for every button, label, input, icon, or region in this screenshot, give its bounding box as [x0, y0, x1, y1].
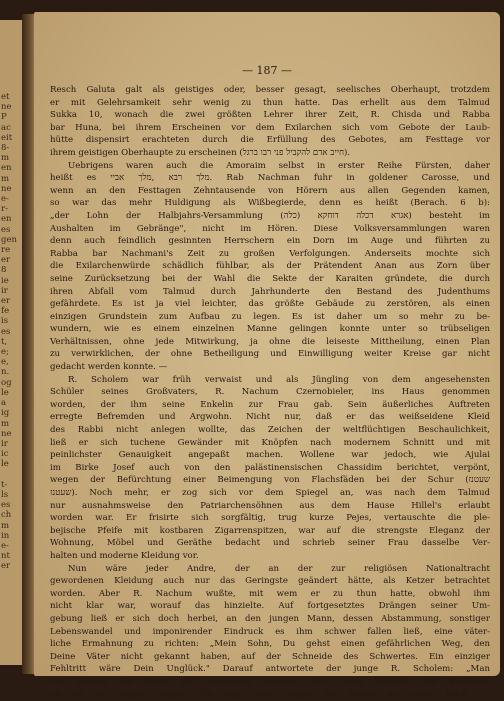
text-line: die Exilarchenwürde schädlich fühlbar, als der Prätendent Anan aus Zorn über — [50, 260, 490, 273]
text-line: wenn an den Festtagen Zehntausende von Hörern aus allen Gegenden kamen, — [50, 185, 490, 198]
left-page-fragment: 8 — [1, 265, 22, 275]
text-line: gebung ließ er sich doch herbei, an den jungen Mann, dessen Abstammung, sonstiger — [50, 613, 490, 626]
text-line: Wohnung, Möbel und Geräthe bedacht und schrieb seiner Frau dasselbe Ver- — [50, 537, 490, 550]
left-page-fragment: fe — [1, 306, 22, 316]
text-line: peinlichster Genauigkeit angepaßt machen. Wollene war jedoch, wie Ajulai — [50, 449, 490, 462]
left-page-fragment: in — [1, 531, 22, 541]
left-page-fragment: ch — [1, 510, 22, 520]
left-page-fragment: ic — [1, 449, 22, 459]
page-number: — 187 — — [34, 64, 500, 77]
left-page-fragment: n. — [1, 367, 22, 377]
left-page-fragment: 8- — [1, 143, 22, 153]
left-page-fragment: en — [1, 163, 22, 173]
left-page-fragment: e- — [1, 541, 22, 551]
left-page-fragment: ne — [1, 184, 22, 194]
left-page-fragment: ir — [1, 286, 22, 296]
left-page-fragment: en — [1, 214, 22, 224]
page-body-text — [50, 84, 490, 701]
text-line: nicht klar war, worauf das hinzielte. Auf fortgesetztes Drängen seiner Um- — [50, 600, 490, 613]
left-page-fragment: es — [1, 225, 22, 235]
left-page-fragment: e- — [1, 194, 22, 204]
left-page-fragment: m — [1, 419, 22, 429]
left-page-fragment: m — [1, 174, 22, 184]
left-page-fragment: a — [1, 398, 22, 408]
left-page-fragment: ne — [1, 429, 22, 439]
text-line: halten und moderne Kleidung vor. — [50, 550, 490, 563]
left-page-fragment: ne — [1, 102, 22, 112]
left-page-fragment: ie — [1, 276, 22, 286]
left-page-fragment: er — [1, 296, 22, 306]
text-line: worden war. Er frisirte sich sorgfältig, trug kurze Pejes, vertauschte die ple- — [50, 512, 490, 525]
text-line: Nun wäre jeder Andre, der an der zur religiösen Nationaltracht — [50, 563, 490, 576]
left-page-fragment: er — [1, 561, 22, 571]
left-page-fragment: e, — [1, 357, 22, 367]
left-page-fragment: og — [1, 378, 22, 388]
text-line: gedacht werden konnte. — — [50, 361, 490, 374]
text-line: hat einmal ein Huhn auf Enteneier gesetzt. Die Enten folgten den Küchlein, — [50, 676, 490, 689]
left-page-fragment: t, — [1, 337, 22, 347]
text-line: Fehltritt wäre Dein Unglück." Darauf antwortete der junge R. Scholem: „Man — [50, 663, 490, 676]
text-line: wegen der Befürchtung einer Beimengung von Flachsfäden bei der Schur (שעטנז — [50, 474, 490, 487]
text-line: bejische Pfeife mit kostbaren Zigarrenspitzen, war auf die strengste Eleganz der — [50, 525, 490, 538]
left-page-fragment: is — [1, 316, 22, 326]
text-line: des Rabbi nicht anlegen wollte, das Zeichen der weltflüchtigen Beschaulichkeit, — [50, 424, 490, 437]
text-line: bar Huna, bei ihrem Erscheinen vor dem Exilarchen sich vom Gebote der Laub- — [50, 122, 490, 135]
text-line: Lebenswandel und imponirender Eindruck es ihm schwer fallen ließ, eine väter- — [50, 626, 490, 639]
text-line: ihren Abfall vom Talmud durch Jahrhunderte den Bestand des Judenthums — [50, 286, 490, 299]
text-line: im Birke Josef auch von den palästinensischen Chassidim berichtet, verpönt, — [50, 462, 490, 475]
left-page-fragment: le — [1, 388, 22, 398]
left-page-fragment: eit — [1, 133, 22, 143]
left-page-fragment: et — [1, 92, 22, 102]
text-line: worden, der ihm seine Enkelin zur Frau gab. Sein äußerliches Auftreten — [50, 399, 490, 412]
text-line: Rabba bar Nachmani's Zeit zu großen Verfolgungen. Anderseits mochte sich — [50, 248, 490, 261]
text-line: so war das mehr Huldigung als Wißbegierde, denn es heißt (Berach. 6 b): — [50, 197, 490, 210]
left-page-fragment: er — [1, 255, 22, 265]
text-line: seine Zurücksetzung bei der Wahl die Sekte der Karaiten gründete, die durch — [50, 273, 490, 286]
left-page-fragment: nt — [1, 551, 22, 561]
text-line: Resch Galuta galt als geistiges oder, besser gesagt, seelisches Oberhaupt, trotzdem — [50, 84, 490, 97]
text-line: R. Scholem war früh verwaist und als Jüngling von dem angesehensten — [50, 374, 490, 387]
left-page-fragment: ls — [1, 490, 22, 500]
text-line: „der Lohn der Halbjahrs-Versammlung (כלה) אגרא דכלה דוחקא) besteht im — [50, 210, 490, 223]
text-line: als ob es Hühner wären. Da kam eines Tages die Henne an einen Teich, in — [50, 689, 490, 701]
text-line: erregte Befremden und Argwohn. Nicht nur, daß er das weißseidene Kleid — [50, 411, 490, 424]
text-line: ihrem geistigen Oberhaupte zu erscheinen (חייב אדם להקביל פני רבו ברגל). — [50, 147, 490, 160]
text-line: worden. Aber R. Nachum wußte, mit wem er zu thun hatte, obwohl ihm — [50, 588, 490, 601]
text-line: שעטנז). Noch mehr, er zog sich vor dem Spiegel an, was nach dem Talmud — [50, 487, 490, 500]
text-line: er mit Gelehrsamkeit sehr wenig zu thun hatte. Das erhellt aus dem Talmud — [50, 97, 490, 110]
text-line: denn auch feindlich gesinnten Herrschern ein Dorn im Auge und führten zu — [50, 235, 490, 248]
text-line: hütte dispensirt erachteten durch die Erfüllung des Gebotes, am Festtage vor — [50, 134, 490, 147]
left-page-fragment — [1, 470, 22, 480]
left-page-fragment: P — [1, 112, 22, 122]
left-page-fragment: ig — [1, 408, 22, 418]
left-page-fragment: e; — [1, 347, 22, 357]
text-line: ließ er sich tuchene Gewänder mit Knöpfen nach modernem Schnitt und mit — [50, 437, 490, 450]
text-line: Sukka 10, wonach die zwei größten Lehrer ihrer Zeit, R. Chisda und Rabba — [50, 109, 490, 122]
left-page-fragment: ir — [1, 439, 22, 449]
text-line: Verhältnissen, ohne jede Mitwirkung, ja ohne die leiseste Mittheilung, einen Plan — [50, 336, 490, 349]
text-line: Uebrigens waren auch die Amoraim selbst in erster Reihe Fürsten, daher — [50, 160, 490, 173]
text-line: einzigen Grundstein zum Aufbau zu legen. Es ist daher um so mehr zu be- — [50, 311, 490, 324]
left-page-fragment: re — [1, 245, 22, 255]
text-line: gewordenen Kleidung auch nur das Geringste geändert hätte, als Ketzer betrachtet — [50, 575, 490, 588]
text-line: nur ausnahmsweise den Patriarchensöhnen aus dem Hause Hillel's erlaubt — [50, 500, 490, 513]
book-page — [34, 12, 500, 676]
text-line: gefährdete. Es ist ja viel leichter, das größte Gebäude zu zerstören, als einen — [50, 298, 490, 311]
text-line: liche Ermahnung zu richten: „Mein Sohn, Du gehst einen gefährlichen Weg, den — [50, 638, 490, 651]
left-page-fragment: m — [1, 153, 22, 163]
left-page-fragments — [0, 20, 22, 572]
text-line: wundern, wie es einem einzelnen Manne gelingen konnte unter so trübseligen — [50, 323, 490, 336]
left-page-fragment: m — [1, 521, 22, 531]
left-page-fragment: es — [1, 500, 22, 510]
text-line: Deine Väter nicht gekannt haben, auf der Schneide des Schwertes. Ein einziger — [50, 651, 490, 664]
text-line: heißt es מלך רבא ,מלך אביי. Rab Nachman fuhr in goldener Carosse, und — [50, 172, 490, 185]
left-page-fragment: le — [1, 459, 22, 469]
left-page-fragment: r- — [1, 204, 22, 214]
left-page-fragment: ac — [1, 123, 22, 133]
text-line: zu verwirklichen, der ohne Betheiligung und Einwilligung weiter Kreise gar nicht — [50, 348, 490, 361]
text-line: Aushalten im Gebränge", nicht im Hören. Diese Volksversammlungen waren — [50, 223, 490, 236]
left-page-edge — [0, 20, 24, 665]
left-page-fragment: gen — [1, 235, 22, 245]
left-page-fragment: es — [1, 327, 22, 337]
left-page-fragment: t- — [1, 480, 22, 490]
text-line: Schüler seines Großvaters, R. Nachum Czernobieler, ins Haus genommen — [50, 386, 490, 399]
